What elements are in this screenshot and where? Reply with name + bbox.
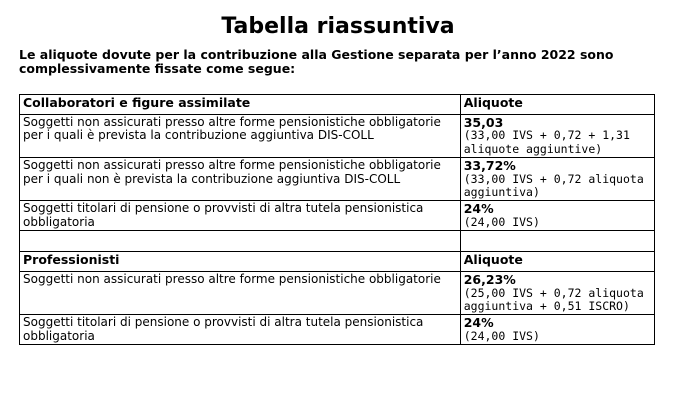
- rate-detail: (33,00 IVS + 0,72 + 1,31 aliquote aggiuntive): [463, 128, 630, 156]
- rate-value: 26,23%: [463, 272, 516, 288]
- rates-table: [19, 94, 655, 345]
- rate-cell: [460, 315, 654, 345]
- section-header-row: [20, 252, 655, 272]
- rate-detail: (25,00 IVS + 0,72 aliquota aggiuntiva + 0,51 ISCRO): [463, 285, 644, 314]
- column-header-aliquote: Aliquote: [460, 252, 654, 272]
- table-row: [20, 201, 655, 231]
- table-row: [20, 115, 655, 158]
- spacer-row: [20, 231, 655, 252]
- table-row: [20, 158, 655, 201]
- page-title: Tabella riassuntiva: [221, 14, 455, 39]
- rate-cell: [460, 272, 654, 315]
- table-row: [20, 272, 655, 315]
- row-label: Soggetti non assicurati presso altre forme pensionistiche obbligatorie: [20, 272, 461, 315]
- rate-value: 24%: [463, 201, 494, 217]
- section-header-row: [20, 95, 655, 115]
- row-label: Soggetti titolari di pensione o provvisti di altra tutela pensionistica obbligatoria: [20, 315, 461, 345]
- rate-value: 35,03: [463, 115, 504, 130]
- row-label: Soggetti titolari di pensione o provvisti di altra tutela pensionistica obbligatoria: [20, 201, 461, 231]
- rate-cell: [460, 158, 654, 201]
- rate-value: 33,72%: [463, 158, 516, 174]
- rate-detail: (24,00 IVS): [463, 328, 540, 343]
- row-label: Soggetti non assicurati presso altre forme pensionistiche obbligatorie per i quali non è prevista la contribuzione aggiuntiva DIS-COLL: [20, 158, 461, 201]
- rate-detail: (33,00 IVS + 0,72 aliquota aggiuntiva): [463, 171, 644, 200]
- section-header: Collaboratori e figure assimilate: [20, 95, 461, 115]
- rate-cell: [460, 201, 654, 231]
- row-label: Soggetti non assicurati presso altre forme pensionistiche obbligatorie per i quali è prevista la contribuzione aggiuntiva DIS-COLL: [20, 115, 461, 158]
- table-row: [20, 315, 655, 345]
- empty-cell: [20, 231, 461, 252]
- rate-cell: [460, 115, 654, 158]
- column-header-aliquote: Aliquote: [460, 95, 654, 115]
- section-header: Professionisti: [20, 252, 461, 272]
- empty-cell: [460, 231, 654, 252]
- rate-value: 24%: [463, 315, 494, 331]
- rate-detail: (24,00 IVS): [463, 214, 540, 229]
- intro-text: Le aliquote dovute per la contribuzione alla Gestione separata per l’anno 2022 sono complessivamente fissate come segue:: [19, 47, 614, 76]
